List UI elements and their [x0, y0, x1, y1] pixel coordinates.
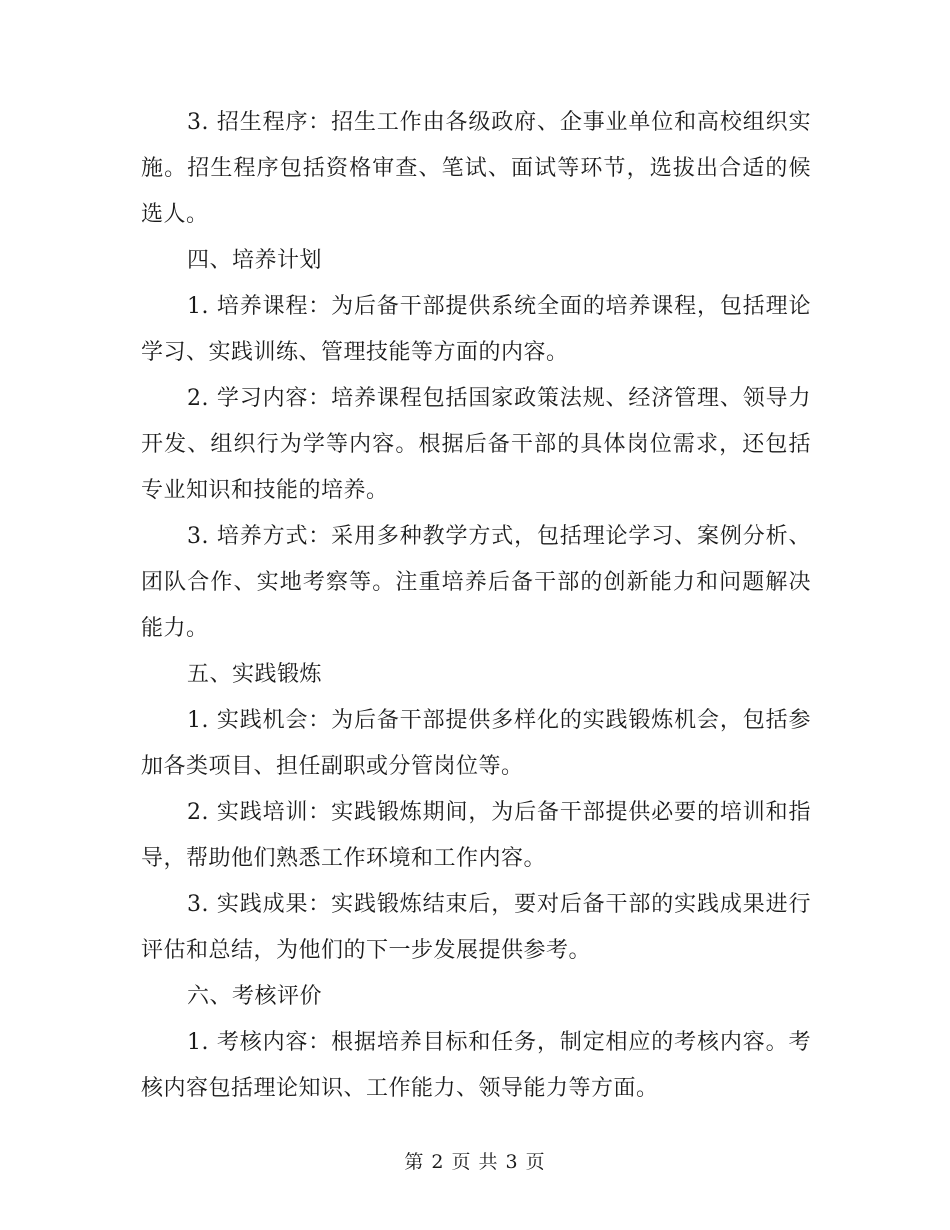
paragraph-admission-procedure: 3. 招生程序：招生工作由各级政府、企事业单位和高校组织实施。招生程序包括资格审查、笔试、面试等环节，选拔出合适的候选人。 — [141, 110, 811, 227]
section-heading-practice: 五、实践锻炼 — [187, 662, 323, 687]
paragraph-practice-opportunities: 1. 实践机会：为后备干部提供多样化的实践锻炼机会，包括参加各类项目、担任副职或分管岗位等。 — [141, 708, 811, 779]
paragraph-learning-content: 2. 学习内容：培养课程包括国家政策法规、经济管理、领导力开发、组织行为学等内容。根据后备干部的具体岗位需求，还包括专业知识和技能的培养。 — [141, 386, 811, 503]
paragraph-training-courses: 1. 培养课程：为后备干部提供系统全面的培养课程，包括理论学习、实践训练、管理技能等方面的内容。 — [141, 294, 811, 365]
paragraph-practice-training: 2. 实践培训：实践锻炼期间，为后备干部提供必要的培训和指导，帮助他们熟悉工作环境和工作内容。 — [141, 800, 811, 871]
document-body — [141, 100, 811, 1112]
paragraph-practice-results: 3. 实践成果：实践锻炼结束后，要对后备干部的实践成果进行评估和总结，为他们的下一步发展提供参考。 — [141, 892, 811, 963]
paragraph-training-methods: 3. 培养方式：采用多种教学方式，包括理论学习、案例分析、团队合作、实地考察等。注重培养后备干部的创新能力和问题解决能力。 — [141, 524, 811, 641]
page-number-footer: 第 2 页 共 3 页 — [404, 1151, 546, 1173]
section-heading-assessment: 六、考核评价 — [187, 984, 323, 1009]
section-heading-training-plan: 四、培养计划 — [187, 248, 323, 273]
paragraph-assessment-content: 1. 考核内容：根据培养目标和任务，制定相应的考核内容。考核内容包括理论知识、工作能力、领导能力等方面。 — [141, 1030, 811, 1101]
